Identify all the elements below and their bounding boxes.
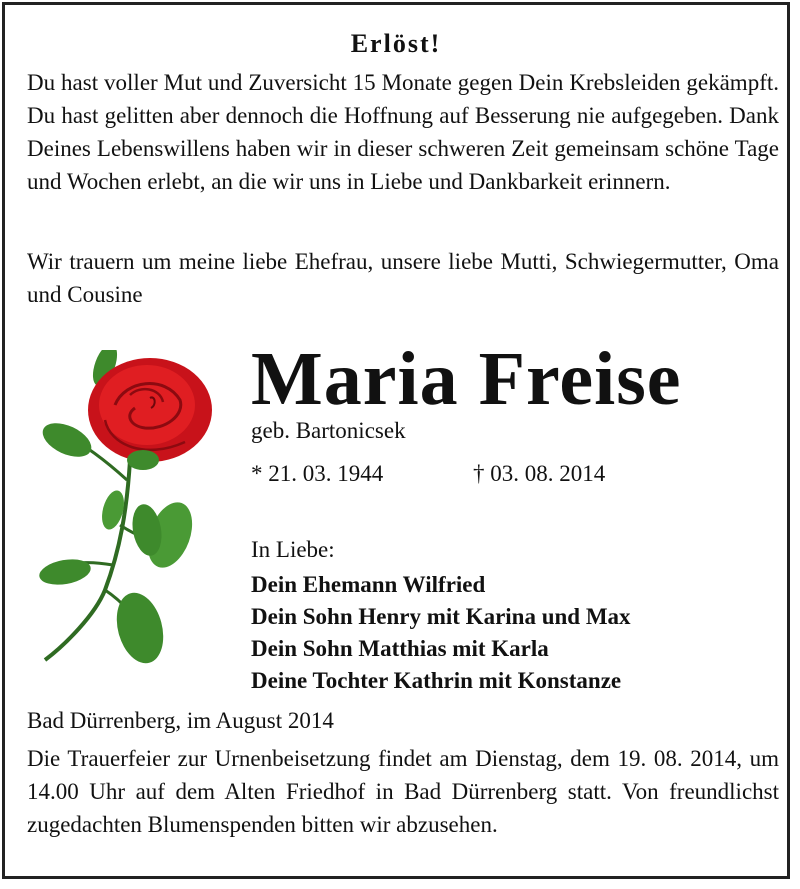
obituary-notice [2,2,790,879]
red-rose-image [35,350,225,670]
death-date: † 03. 08. 2014 [473,461,606,486]
family-list [251,569,631,697]
birth-date: * 21. 03. 1944 [251,461,384,486]
family-member: Dein Sohn Henry mit Karina und Max [251,604,631,629]
birth-name: geb. Bartonicsek [251,418,406,443]
mourning-paragraph: Wir trauern um meine liebe Ehefrau, unsere liebe Mutti, Schwiegermutter, Oma und Cousine [27,249,779,307]
deceased-name: Maria Freise [251,337,682,421]
family-member: Dein Sohn Matthias mit Karla [251,636,549,661]
family-member: Dein Ehemann Wilfried [251,572,486,597]
signoff: In Liebe: [251,537,335,562]
family-member: Deine Tochter Kathrin mit Konstanze [251,668,622,693]
life-dates [251,461,606,487]
heading: Erlöst! [350,29,442,58]
intro-paragraph: Du hast voller Mut und Zuversicht 15 Monate gegen Dein Krebsleiden gekämpft. Du hast gelitten aber dennoch die Hoffnung auf Besserung nie aufgegeben. Dank Deines Lebenswillens haben wir in dieser schweren Zeit gemeinsam schöne Tage und Wochen erlebt, an die wir uns in Liebe und Dankbarkeit erinnern. [27,70,779,194]
funeral-paragraph: Die Trauerfeier zur Urnenbeisetzung findet am Dienstag, dem 19. 08. 2014, um 14.00 Uhr auf dem Alten Friedhof in Bad Dürrenberg statt. Von freundlichst zugedachten Blumenspenden bitten wir abzusehen. [27,746,779,837]
place-date: Bad Dürrenberg, im August 2014 [27,708,334,733]
